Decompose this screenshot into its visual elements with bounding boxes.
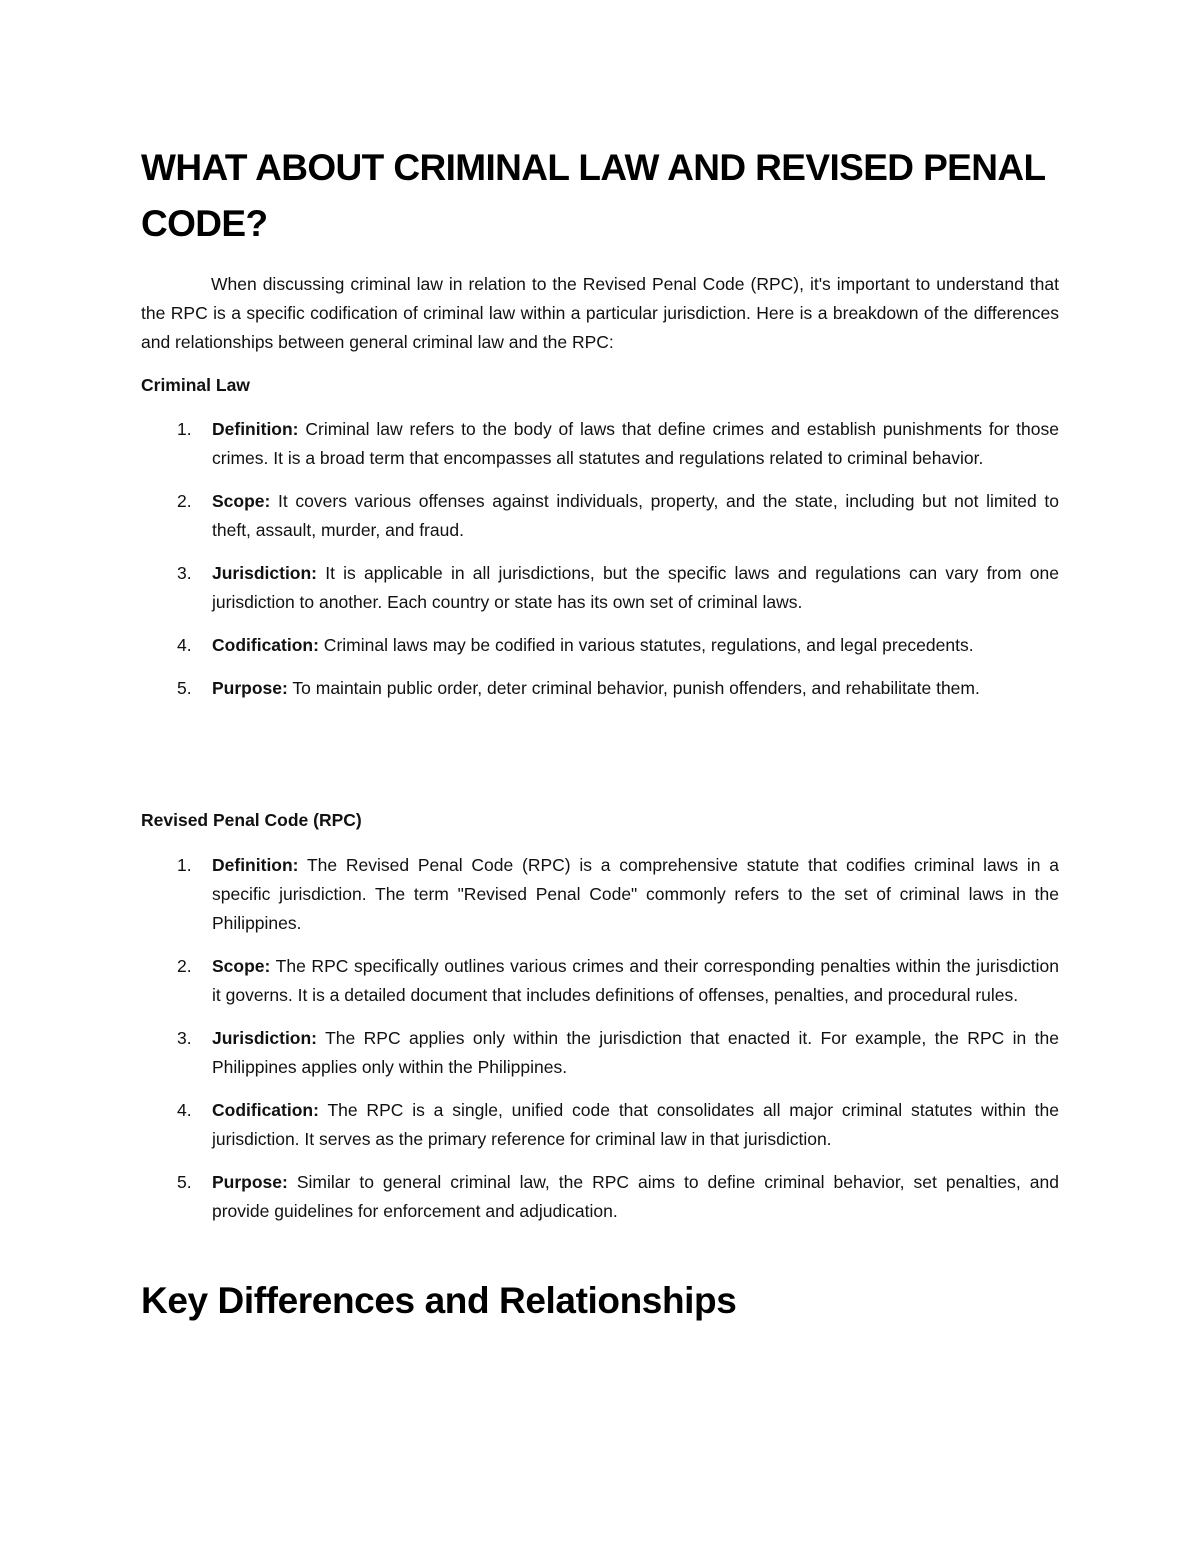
list-item — [141, 952, 1059, 1010]
list-item — [141, 851, 1059, 938]
list-text: Similar to general criminal law, the RPC aims to define criminal behavior, set penalties, and provide guidelines for enforcement and adjudication. — [212, 1172, 1059, 1221]
list-term: Jurisdiction: — [212, 1028, 318, 1048]
list-item — [141, 1096, 1059, 1154]
list-term: Jurisdiction: — [212, 563, 318, 583]
list-term: Codification: — [212, 635, 319, 655]
list-number: 2. — [177, 491, 192, 511]
list-text: It covers various offenses against individuals, property, and the state, including but not limited to theft, assault, murder, and fraud. — [212, 491, 1059, 540]
list-text: The RPC specifically outlines various crimes and their corresponding penalties within the jurisdiction it governs. It is a detailed document that includes definitions of offenses, penalties, and procedural rules. — [212, 956, 1059, 1005]
section-heading-rpc: Revised Penal Code (RPC) — [141, 810, 362, 830]
list-item — [141, 415, 1059, 473]
list-number: 3. — [177, 563, 192, 583]
list-text: To maintain public order, deter criminal behavior, punish offenders, and rehabilitate them. — [287, 678, 980, 698]
list-term: Scope: — [212, 491, 271, 511]
list-text: The Revised Penal Code (RPC) is a comprehensive statute that codifies criminal laws in a specific jurisdiction. The term "Revised Penal Code" commonly refers to the set of criminal laws in the Philippines. — [212, 855, 1059, 933]
list-number: 1. — [177, 855, 192, 875]
list-number: 2. — [177, 956, 192, 976]
list-item — [141, 674, 1059, 703]
document-title: WHAT ABOUT CRIMINAL LAW AND REVISED PENAL CODE? — [141, 147, 1045, 244]
list-text: Criminal law refers to the body of laws that define crimes and establish punishments for those crimes. It is a broad term that encompasses all statutes and regulations related to criminal behavior. — [212, 419, 1059, 468]
list-item — [141, 1168, 1059, 1226]
list-text: It is applicable in all jurisdictions, but the specific laws and regulations can vary from one jurisdiction to another. Each country or state has its own set of criminal laws. — [212, 563, 1059, 612]
list-text: Criminal laws may be codified in various statutes, regulations, and legal precedents. — [318, 635, 974, 655]
rpc-list — [141, 851, 1059, 1240]
intro-paragraph: When discussing criminal law in relation to the Revised Penal Code (RPC), it's important to understand that the RPC is a specific codification of criminal law within a particular jurisdiction. Here is a breakdown of the differences and relationships between general criminal law and the RPC: — [141, 274, 1059, 352]
list-term: Definition: — [212, 855, 299, 875]
section-heading-criminal-law: Criminal Law — [141, 375, 250, 395]
list-text: The RPC applies only within the jurisdiction that enacted it. For example, the RPC in the Philippines applies only within the Philippines. — [212, 1028, 1059, 1077]
list-number: 1. — [177, 419, 192, 439]
list-number: 3. — [177, 1028, 192, 1048]
list-item — [141, 631, 1059, 660]
list-item — [141, 1024, 1059, 1082]
list-term: Scope: — [212, 956, 271, 976]
list-item — [141, 487, 1059, 545]
list-text: The RPC is a single, unified code that consolidates all major criminal statutes within the jurisdiction. It serves as the primary reference for criminal law in that jurisdiction. — [212, 1100, 1059, 1149]
list-number: 5. — [177, 678, 192, 698]
criminal-law-list — [141, 415, 1059, 717]
list-term: Codification: — [212, 1100, 319, 1120]
list-number: 4. — [177, 1100, 192, 1120]
list-number: 4. — [177, 635, 192, 655]
list-number: 5. — [177, 1172, 192, 1192]
list-term: Definition: — [212, 419, 299, 439]
list-term: Purpose: — [212, 678, 288, 698]
list-term: Purpose: — [212, 1172, 288, 1192]
key-differences-heading: Key Differences and Relationships — [141, 1280, 737, 1321]
list-item — [141, 559, 1059, 617]
